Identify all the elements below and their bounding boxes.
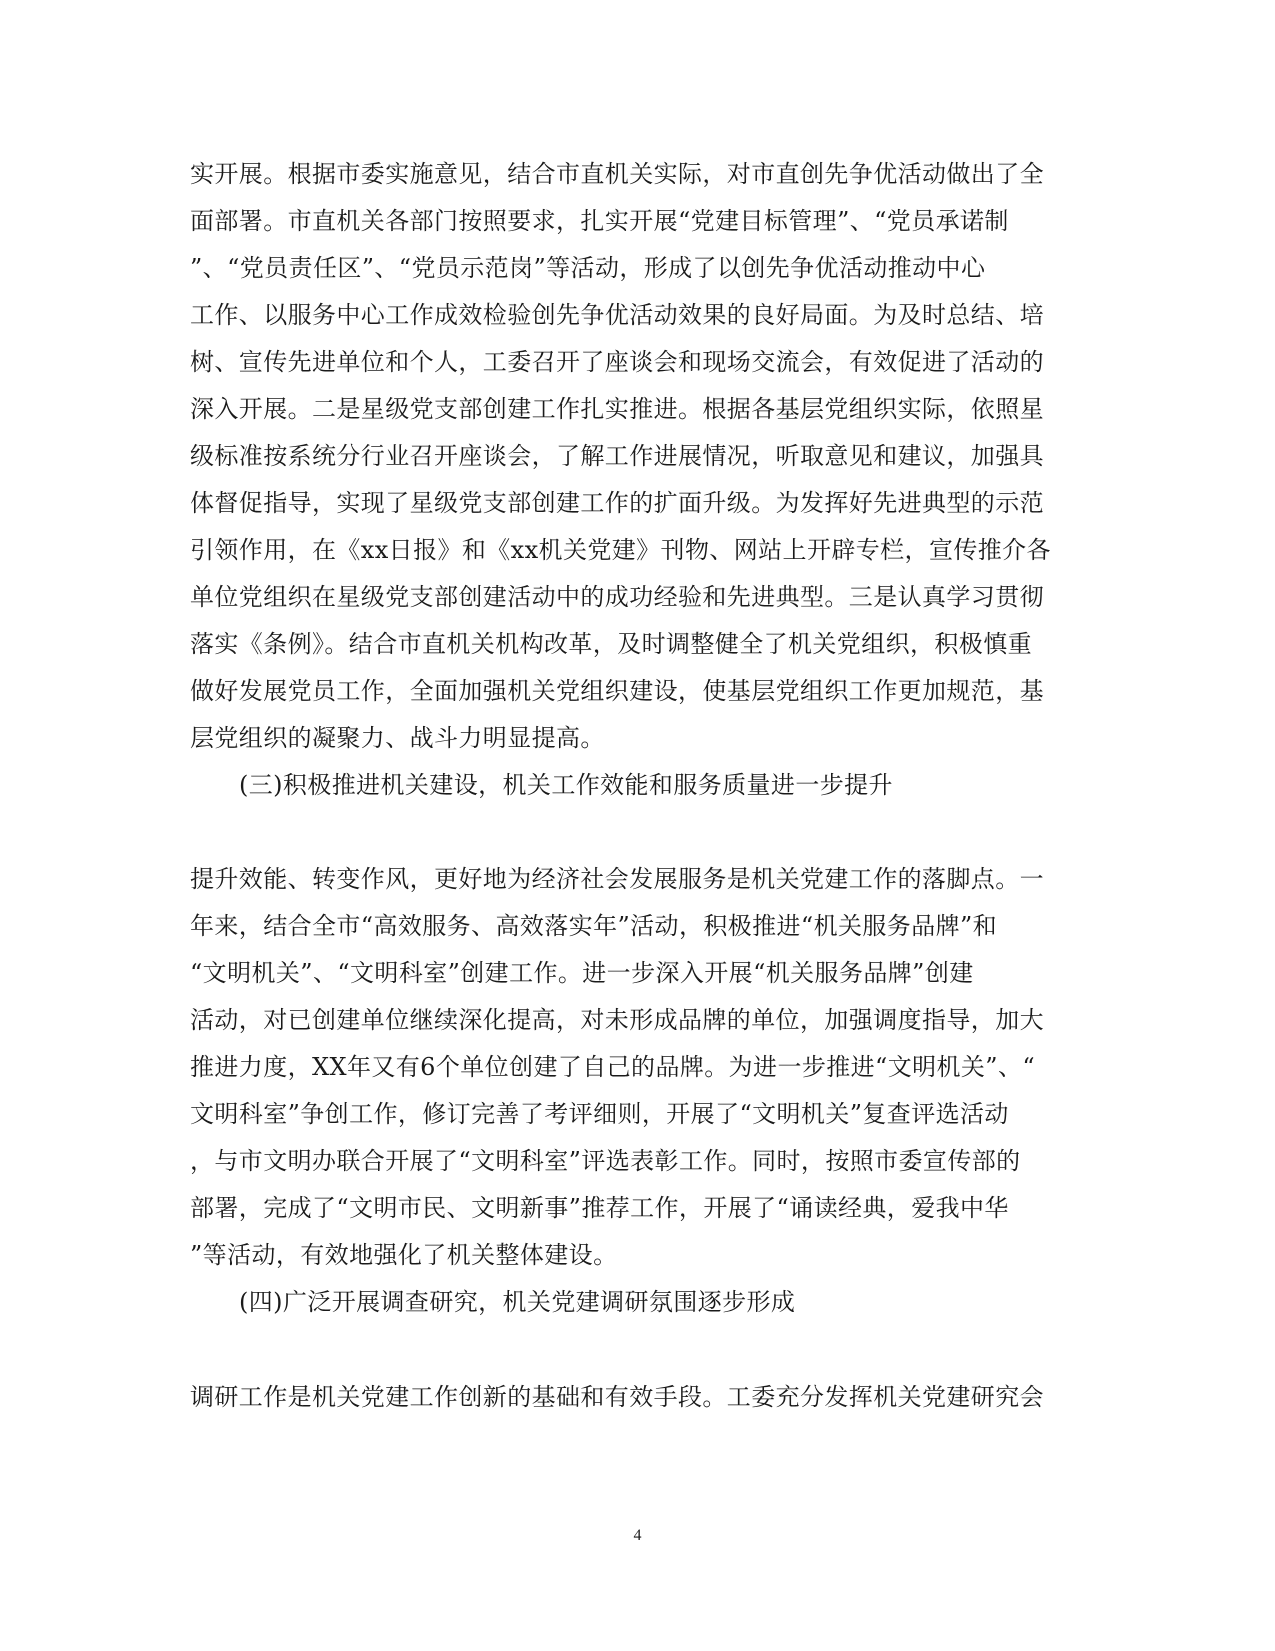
body-text-line: 推进力度，XX年又有6个单位创建了自己的品牌。为进一步推进“文明机关”、“ bbox=[190, 1053, 1036, 1081]
body-text-line: 调研工作是机关党建工作创新的基础和有效手段。工委充分发挥机关党建研究会 bbox=[190, 1383, 1044, 1411]
body-text-line: 树、宣传先进单位和个人，工委召开了座谈会和现场交流会，有效促进了活动的 bbox=[190, 348, 1044, 376]
body-text-line: ”等活动，有效地强化了机关整体建设。 bbox=[190, 1241, 618, 1269]
section-heading: (四)广泛开展调查研究，机关党建调研氛围逐步形成 bbox=[239, 1288, 796, 1316]
body-text-line: 落实《条例》。结合市直机关机构改革，及时调整健全了机关党组织，积极慎重 bbox=[190, 630, 1032, 658]
page-number: 4 bbox=[633, 1527, 642, 1544]
body-text-line: 层党组织的凝聚力、战斗力明显提高。 bbox=[190, 724, 605, 752]
body-text-line: 提升效能、转变作风，更好地为经济社会发展服务是机关党建工作的落脚点。一 bbox=[190, 865, 1044, 893]
body-text-line: 单位党组织在星级党支部创建活动中的成功经验和先进典型。三是认真学习贯彻 bbox=[190, 583, 1044, 611]
body-text-line: 做好发展党员工作，全面加强机关党组织建设，使基层党组织工作更加规范，基 bbox=[190, 677, 1044, 705]
body-text-line: 级标准按系统分行业召开座谈会，了解工作进展情况，听取意见和建议，加强具 bbox=[190, 442, 1044, 470]
body-text-line: 文明科室”争创工作，修订完善了考评细则，开展了“文明机关”复查评选活动 bbox=[190, 1100, 1009, 1128]
section-heading: (三)积极推进机关建设，机关工作效能和服务质量进一步提升 bbox=[239, 771, 893, 799]
body-text-line: 深入开展。二是星级党支部创建工作扎实推进。根据各基层党组织实际，依照星 bbox=[190, 395, 1044, 423]
body-text-line: 年来，结合全市“高效服务、高效落实年”活动，积极推进“机关服务品牌”和 bbox=[190, 912, 998, 940]
body-text-line: “文明机关”、“文明科室”创建工作。进一步深入开展“机关服务品牌”创建 bbox=[190, 959, 974, 987]
body-text-line: 面部署。市直机关各部门按照要求，扎实开展“党建目标管理”、“党员承诺制 bbox=[190, 207, 1009, 235]
body-text-line: 引领作用，在《xx日报》和《xx机关党建》刊物、网站上开辟专栏，宣传推介各 bbox=[190, 536, 1051, 564]
body-text-line: ，与市文明办联合开展了“文明科室”评选表彰工作。同时，按照市委宣传部的 bbox=[190, 1147, 1021, 1175]
body-text-line: 工作、以服务中心工作成效检验创先争优活动效果的良好局面。为及时总结、培 bbox=[190, 301, 1044, 329]
body-text-line: 活动，对已创建单位继续深化提高，对未形成品牌的单位，加强调度指导，加大 bbox=[190, 1006, 1044, 1034]
body-text-line: 实开展。根据市委实施意见，结合市直机关实际，对市直创先争优活动做出了全 bbox=[190, 160, 1044, 188]
body-text-line: 体督促指导，实现了星级党支部创建工作的扩面升级。为发挥好先进典型的示范 bbox=[190, 489, 1044, 517]
body-text-line: ”、“党员责任区”、“党员示范岗”等活动，形成了以创先争优活动推动中心 bbox=[190, 254, 986, 282]
body-text-line: 部署，完成了“文明市民、文明新事”推荐工作，开展了“诵读经典，爱我中华 bbox=[190, 1194, 1009, 1222]
